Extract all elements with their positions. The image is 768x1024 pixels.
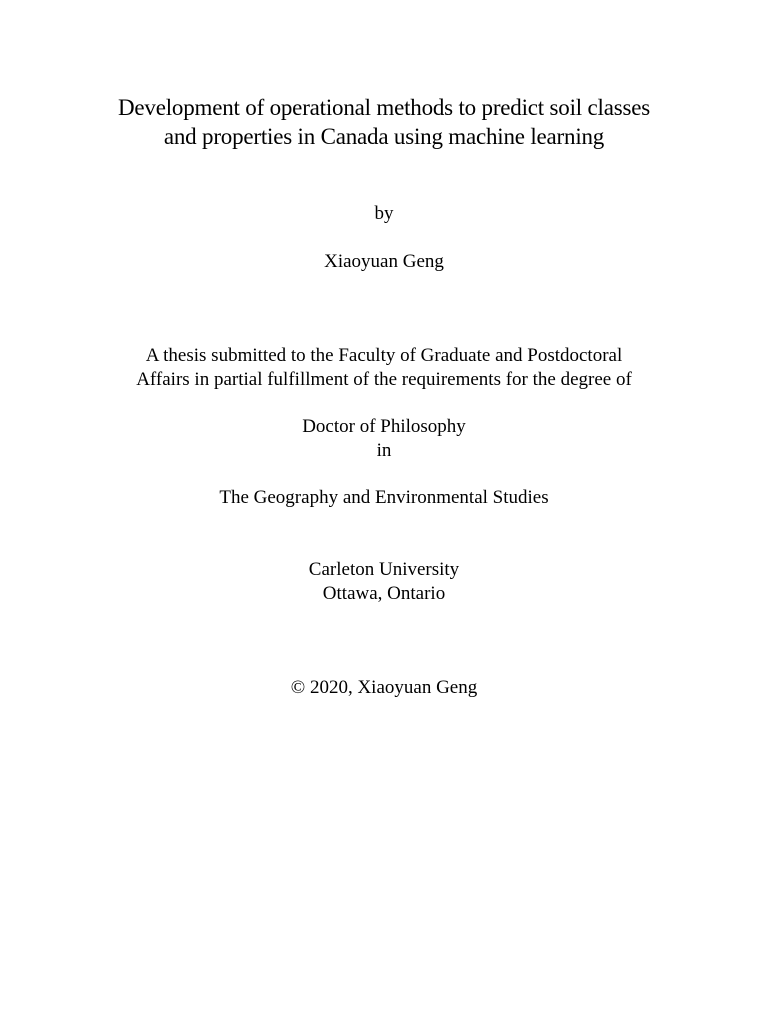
thesis-title-line-1: Development of operational methods to predict soil classes: [118, 95, 650, 120]
program-name: The Geography and Environmental Studies: [219, 487, 549, 508]
institution-name: Carleton University: [308, 559, 460, 580]
submission-statement-line-1: A thesis submitted to the Faculty of Graduate and Postdoctoral: [145, 345, 623, 366]
by-label: by: [374, 203, 394, 224]
degree-in-label: in: [376, 440, 392, 461]
institution-location: Ottawa, Ontario: [322, 583, 446, 604]
degree-name: Doctor of Philosophy: [302, 416, 466, 437]
author-name: Xiaoyuan Geng: [324, 251, 444, 272]
copyright-notice: © 2020, Xiaoyuan Geng: [290, 677, 478, 698]
submission-statement-line-2: Affairs in partial fulfillment of the requirements for the degree of: [136, 369, 632, 390]
thesis-title-line-2: and properties in Canada using machine learning: [163, 124, 605, 149]
